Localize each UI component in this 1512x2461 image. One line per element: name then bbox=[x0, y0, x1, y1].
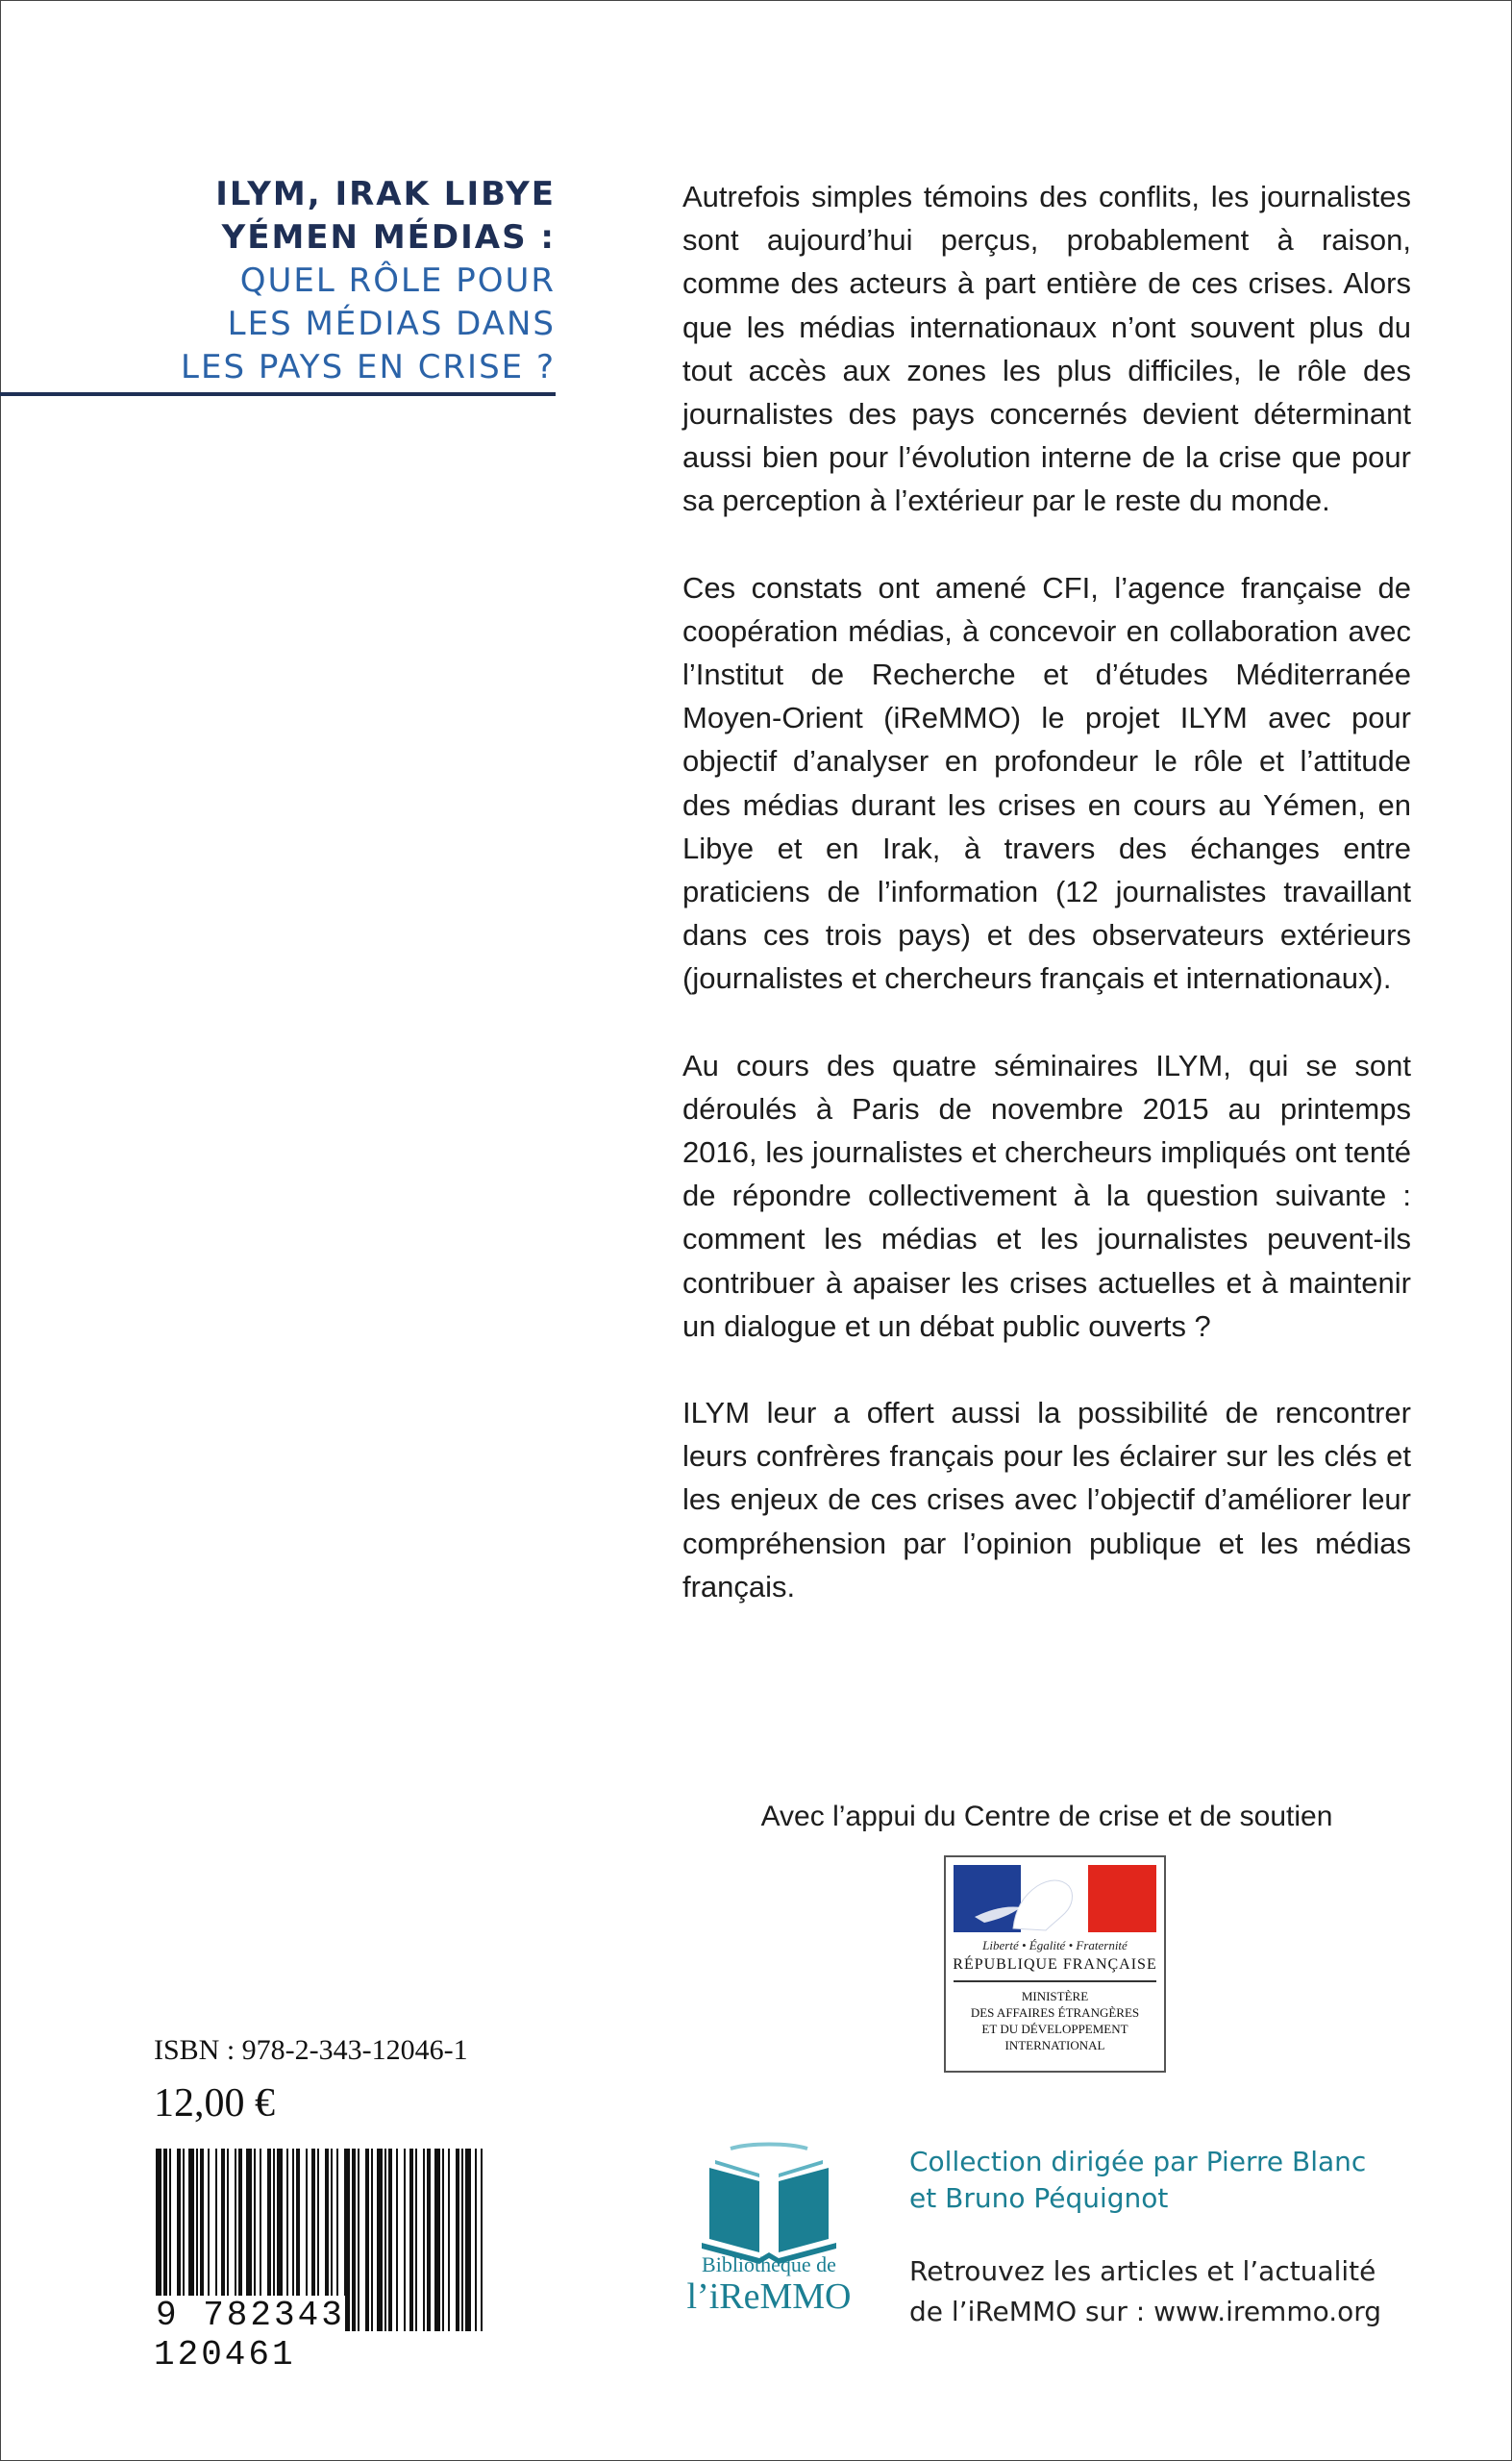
barcode-digits bbox=[154, 2296, 485, 2374]
paragraph-2: Ces constats ont amené CFI, l’agence française de coopération médias, à concevoir en collaboration avec l’Institut de Recherche et d’études Méditerranée Moyen-Orient (iReMMO) le projet ILYM avec pour objectif d’analyser en profondeur le rôle et l’attitude des médias durant les crises en cours au Yémen, en Libye et en Irak, à travers des échanges entre praticiens de l’information (12 journalistes travaillant dans ces trois pays) et des observateurs extérieurs (journalistes et chercheurs français et internationaux). bbox=[682, 570, 1411, 996]
title-underline bbox=[0, 392, 556, 396]
iremmo-caption-small: Bibliothèque de bbox=[702, 2252, 836, 2276]
title-line-1: ILYM, IRAK LIBYE bbox=[215, 175, 556, 213]
title-line-3: QUEL RÔLE POUR bbox=[239, 261, 556, 300]
price: 12,00 € bbox=[154, 2081, 275, 2125]
paragraph-1: Autrefois simples témoins des conflits, les journalistes sont aujourd’hui perçus, probablement à raison, comme des acteurs à part entière de ces crises. Alors que les médias internationaux n’ont souvent plus du tout accès aux zones les plus difficiles, le rôle des journalistes des pays concernés devient déterminant aussi bien pour l’évolution interne de la crise que pour sa perception à l’extérieur par le reste du monde. bbox=[682, 180, 1411, 518]
website-notice bbox=[909, 2251, 1448, 2332]
logo-republique: RÉPUBLIQUE FRANÇAISE bbox=[953, 1956, 1157, 1973]
logo-ministere-line-2: DES AFFAIRES ÉTRANGÈRES bbox=[970, 2005, 1140, 2020]
ministry-logo bbox=[944, 1855, 1166, 2073]
title-line-2: YÉMEN MÉDIAS : bbox=[221, 218, 556, 257]
marianne-flag-icon bbox=[946, 1857, 1164, 1934]
logo-ministere-line-4: INTERNATIONAL bbox=[1004, 2038, 1105, 2052]
logo-divider bbox=[954, 1980, 1156, 1982]
support-line: Avec l’appui du Centre de crise et de soutien bbox=[760, 1801, 1333, 1832]
collection-line-2: et Bruno Péquignot bbox=[909, 2182, 1169, 2214]
website-line-2: de l’iReMMO sur : www.iremmo.org bbox=[909, 2296, 1382, 2327]
collection-line-1: Collection dirigée par Pierre Blanc bbox=[909, 2146, 1367, 2177]
book-title bbox=[144, 173, 556, 389]
barcode-digits-text: 9 782343 120461 bbox=[154, 2296, 345, 2374]
logo-ministere-line-3: ET DU DÉVELOPPEMENT bbox=[981, 2022, 1128, 2036]
iremmo-caption bbox=[673, 2252, 865, 2316]
logo-ministere bbox=[946, 1988, 1164, 2053]
back-cover-text bbox=[682, 175, 1411, 1652]
logo-ministere-line-1: MINISTÈRE bbox=[1021, 1989, 1089, 2003]
title-line-5: LES PAYS EN CRISE ? bbox=[181, 348, 556, 386]
collection-credit bbox=[909, 2144, 1428, 2217]
logo-devise: Liberté • Égalité • Fraternité bbox=[982, 1938, 1128, 1952]
paragraph-4: ILYM leur a offert aussi la possibilité de rencontrer leurs confrères français pour les éclairer sur les clés et les enjeux de ces crises avec l’objectif d’améliorer leur compréhension par l’opinion publique et les médias français. bbox=[682, 1396, 1411, 1603]
iremmo-caption-big: l’iReMMO bbox=[686, 2276, 852, 2317]
paragraph-3: Au cours des quatre séminaires ILYM, qui se sont déroulés à Paris de novembre 2015 au printemps 2016, les journalistes et chercheurs impliqués ont tenté de répondre collectivement à la question suivante : comment les médias et les journalistes peuvent-ils contribuer à apaiser les crises actuelles et à maintenir un dialogue et un débat public ouverts ? bbox=[682, 1048, 1411, 1343]
title-line-4: LES MÉDIAS DANS bbox=[227, 305, 556, 343]
isbn: ISBN : 978-2-343-12046-1 bbox=[154, 2034, 468, 2066]
website-line-1: Retrouvez les articles et l’actualité bbox=[909, 2255, 1376, 2287]
